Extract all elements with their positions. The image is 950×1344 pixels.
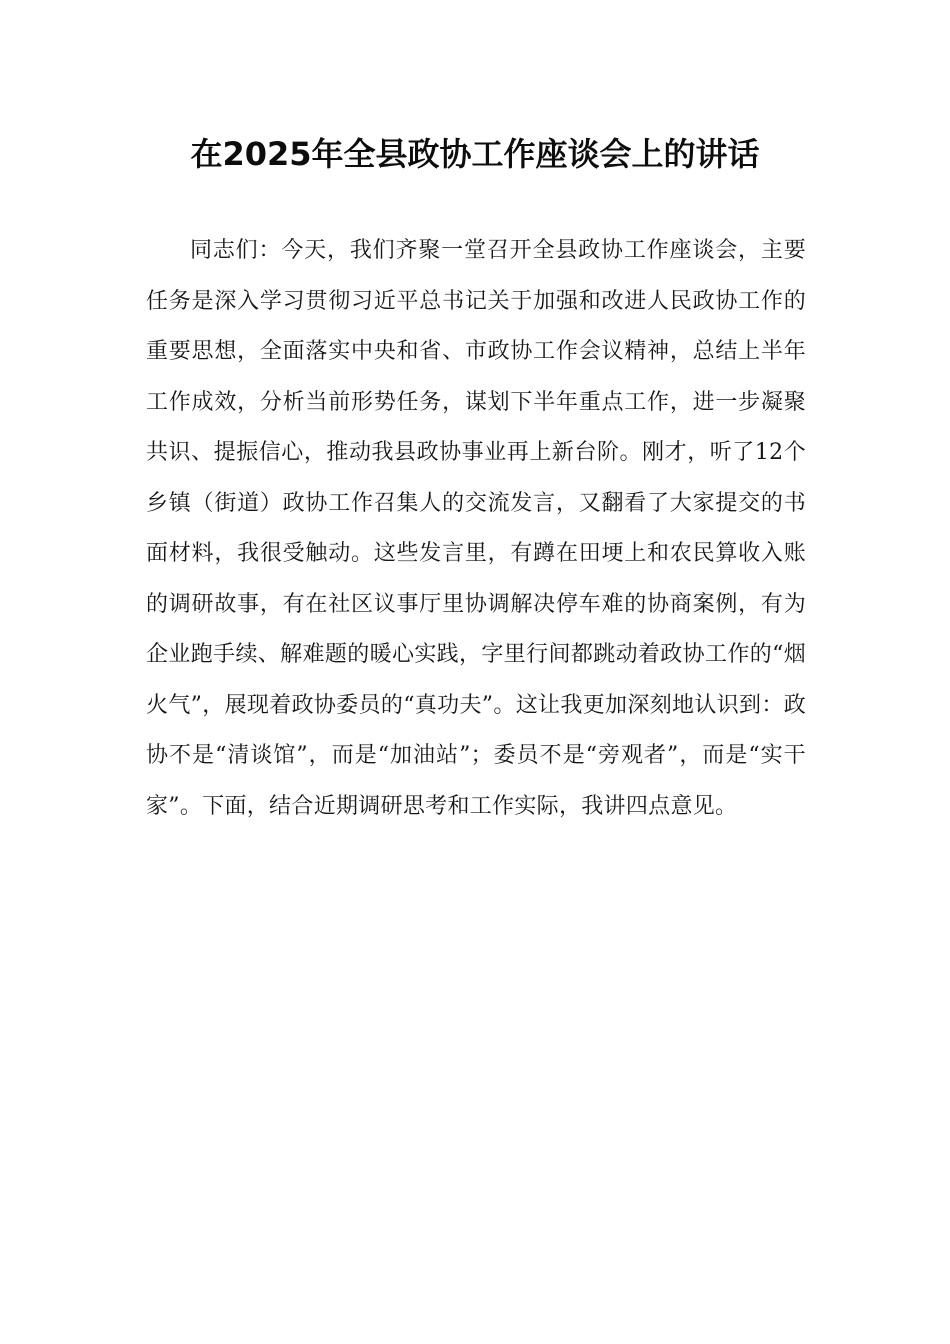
body-paragraph: 同志们：今天，我们齐聚一堂召开全县政协工作座谈会，主要任务是深入学习贯彻习近平总书记关于加强和改进人民政协工作的重要思想，全面落实中央和省、市政协工作会议精神，总结上半年工作成效，分析当前形势任务，谋划下半年重点工作，进一步凝聚共识、提振信心，推动我县政协事业再上新台阶。刚才，听了12个乡镇（街道）政协工作召集人的交流发言，又翻看了大家提交的书面材料，我很受触动。这些发言里，有蹲在田埂上和农民算收入账的调研故事，有在社区议事厅里协调解决停车难的协商案例，有为企业跑手续、解难题的暖心实践，字里行间都跳动着政协工作的“烟火气”，展现着政协委员的“真功夫”。这让我更加深刻地认识到：政协不是“清谈馆”，而是“加油站”；委员不是“旁观者”，而是“实干家”。下面，结合近期调研思考和工作实际，我讲四点意见。 (146, 238, 806, 819)
document-title: 在2025年全县政协工作座谈会上的讲话 (190, 135, 760, 173)
